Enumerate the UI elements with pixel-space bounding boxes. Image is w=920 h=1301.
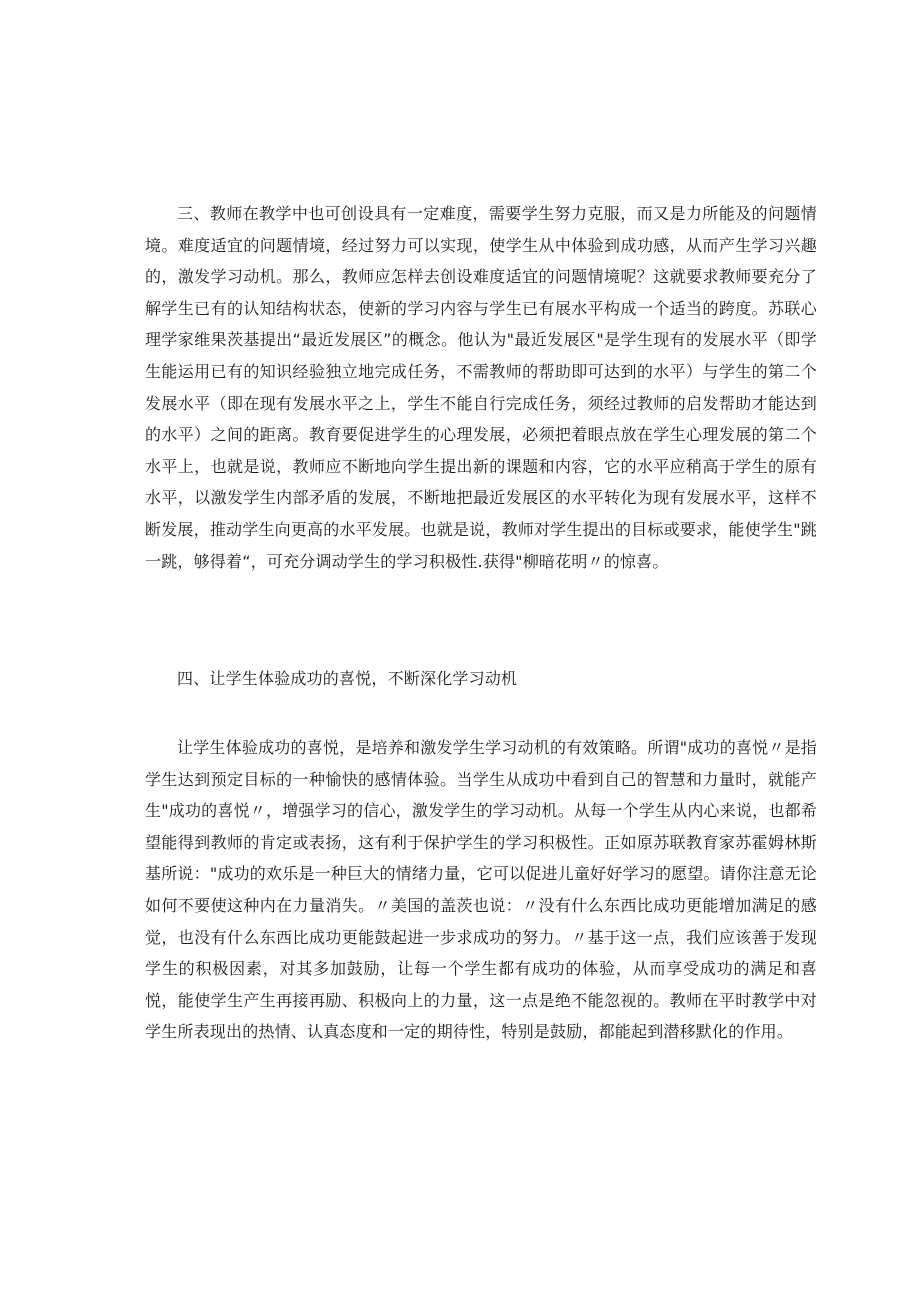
section-three-paragraph: 三、教师在教学中也可创设具有一定难度，需要学生努力克服，而又是力所能及的问题情境。难度适宜的问题情境，经过努力可以实现，使学生从中体验到成功感，从而产生学习兴趣的，激发学习动机。那么，教师应怎样去创设难度适宜的问题情境呢？这就要求教师要充分了解学生已有的认知结构状态，使新的学习内容与学生已有展水平构成一个适当的跨度。苏联心理学家维果茨基提出“最近发展区”的概念。他认为"最近发展区"是学生现有的发展水平（即学生能运用已有的知识经验独立地完成任务，不需教师的帮助即可达到的水平）与学生的第二个发展水平（即在现有发展水平之上，学生不能自行完成任务，须经过教师的启发帮助才能达到的水平）之间的距离。教育要促进学生的心理发展，必须把着眼点放在学生心理发展的第二个水平上，也就是说，教师应不断地向学生提出新的课题和内容，它的水平应稍高于学生的原有水平，以激发学生内部矛盾的发展，不断地把最近发展区的水平转化为现有发展水平，这样不断发展，推动学生向更高的水平发展。也就是说，教师对学生提出的目标或要求，能使学生"跳一跳，够得着“，可充分调动学生的学习积极性.获得"柳暗花明〃的惊喜。 bbox=[145, 204, 817, 571]
section-four-paragraph: 让学生体验成功的喜悦，是培养和激发学生学习动机的有效策略。所谓"成功的喜悦〃是指学生达到预定目标的一种愉快的感情体验。当学生从成功中看到自己的智慧和力量时，就能产生"成功的喜悦〃，增强学习的信心，激发学生的学习动机。从每一个学生从内心来说，也都希望能得到教师的肯定或表扬，这有利于保护学生的学习积极性。正如原苏联教育家苏霍姆林斯基所说："成功的欢乐是一种巨大的情绪力量，它可以促进儿童好好学习的愿望。请你注意无论如何不要使这种内在力量消失。〃美国的盖茨也说：〃没有什么东西比成功更能增加满足的感觉，也没有什么东西比成功更能鼓起进一步求成功的努力。〃基于这一点，我们应该善于发现学生的积极因素，对其多加鼓励，让每一个学生都有成功的体验，从而享受成功的满足和喜悦，能使学生产生再接再励、积极向上的力量，这一点是绝不能忽视的。教师在平时教学中对学生所表现出的热情、认真态度和一定的期待性，特别是鼓励，都能起到潜移默化的作用。 bbox=[145, 738, 817, 1042]
section-four-heading: 四、让学生体验成功的喜悦，不断深化学习动机 bbox=[177, 669, 518, 688]
